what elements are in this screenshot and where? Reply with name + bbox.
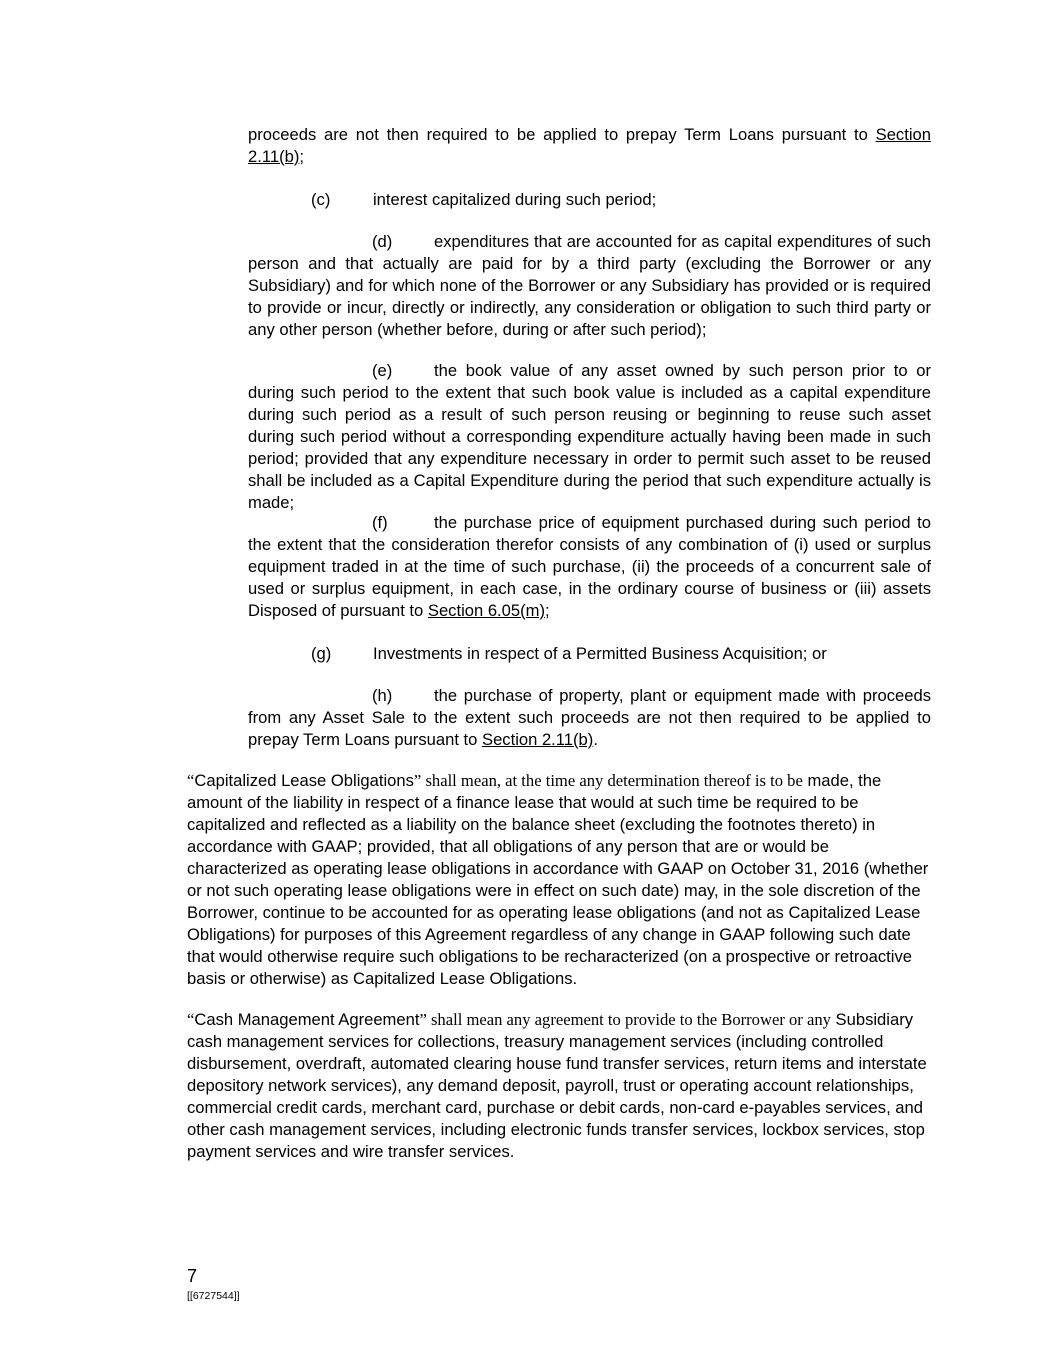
defined-term: Capitalized Lease Obligations — [194, 771, 414, 790]
paragraph-item-e: (e) the book value of any asset owned by such person prior to or during such period to the extent that such book value is included as a capital expenditure during such period as a result of such person reusing or beginning to reuse such asset during such period without a corresponding expenditure actually having been made in such period; provided that any expenditure necessary in order to permit such asset to be reused shall be included as a Capital Expenditure during the period that such expenditure actually is made; — [248, 361, 931, 512]
document-id: [[6727544]] — [187, 1290, 240, 1302]
item-label: (e) — [372, 361, 393, 380]
definition-capitalized-lease-obligations: “Capitalized Lease Obligations” shall mean, at the time any determination thereof is to be made, the amount of the liability in respect of a finance lease that would at such time be required to be capitalized and reflected as a liability on the balance sheet (excluding the footnotes thereto) in accordance with GAAP; provided, that all obligations of any person that are or would be characterized as operating lease obligations in accordance with GAAP on October 31, 2016 (whether or not such operating lease obligations were in effect on such date) may, in the sole discretion of the Borrower, continue to be accounted for as operating lease obligations (and not as Capitalized Lease Obligations) for purposes of this Agreement regardless of any change in GAAP following such date that would otherwise require such obligations to be recharacterized (on a prospective or retroactive basis or otherwise) as Capitalized Lease Obligations. — [187, 771, 929, 988]
paragraph-item-d: (d) expenditures that are accounted for as capital expenditures of such person and that actually are paid for by a third party (excluding the Borrower or any Subsidiary) and for which none of the Borrower or any Subsidiary has provided or is required to provide or incur, directly or indirectly, any consideration or obligation to such third party or any other person (whether before, during or after such period); — [248, 232, 931, 339]
paragraph-item-f: (f) the purchase price of equipment purchased during such period to the extent that the consideration therefor consists of any combination of (i) used or surplus equipment traded in at the time of such purchase, (ii) the proceeds of a concurrent sale of used or surplus equipment, in each case, in the ordinary course of business or (iii) assets Disposed of pursuant to Section 6.05(m); — [248, 513, 931, 620]
section-reference-link: Section 2.11(b) — [482, 730, 594, 749]
page-number: 7 — [187, 1266, 198, 1286]
item-label: (c) — [311, 190, 331, 209]
definition-cash-management-agreement: “Cash Management Agreement” shall mean any agreement to provide to the Borrower or any Subsidiary cash management services for collections, treasury management services (including controlled disbursement, overdraft, automated clearing house fund transfer services, return items and interstate depository network services), any demand deposit, payroll, trust or operating account relationships, commercial credit cards, merchant card, purchase or debit cards, non-card e-payables services, and other cash management services, including electronic funds transfer services, lockbox services, stop payment services and wire transfer services. — [187, 1010, 927, 1161]
paragraph-item-h: (h) the purchase of property, plant or equipment made with proceeds from any Asset Sale to the extent such proceeds are not then required to be applied to prepay Term Loans pursuant to Section 2.11(b). — [248, 686, 931, 749]
item-label: (h) — [372, 686, 393, 705]
section-reference-link: Section 6.05(m) — [427, 601, 546, 620]
item-label: (f) — [372, 513, 388, 532]
section-reference-link: Section 2.11(b) — [248, 125, 931, 166]
paragraph-item-g: (g) Investments in respect of a Permitted Business Acquisition; or — [311, 644, 827, 663]
paragraph-item-c: (c) interest capitalized during such period; — [311, 190, 657, 209]
item-label: (d) — [372, 232, 393, 251]
paragraph-intro: proceeds are not then required to be applied to prepay Term Loans pursuant to Section 2.11(b); — [248, 125, 931, 166]
defined-term: Cash Management Agreement — [194, 1010, 420, 1029]
item-label: (g) — [311, 644, 332, 663]
